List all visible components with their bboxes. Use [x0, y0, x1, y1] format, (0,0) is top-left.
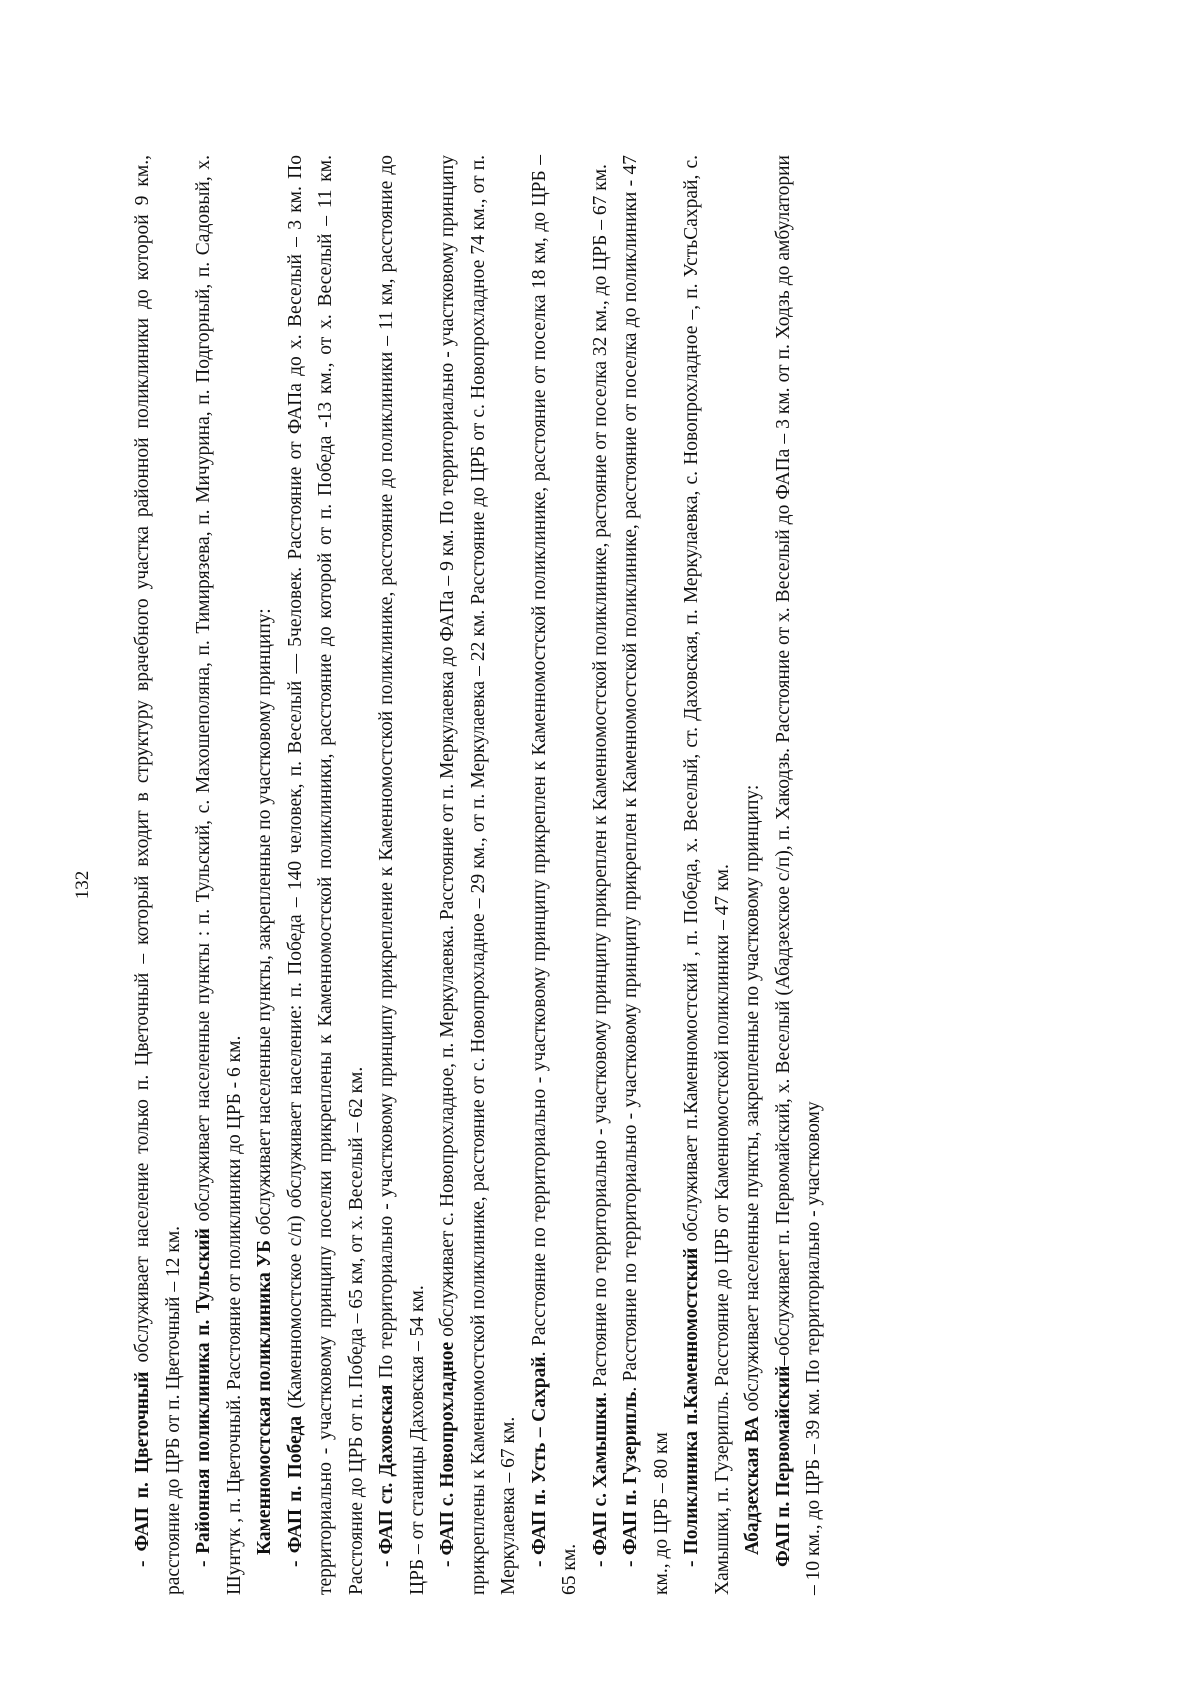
heading-title: Каменномостская поликлиника УБ — [254, 1240, 275, 1555]
paragraph-lead: - ФАП с. Хамышки — [589, 1396, 611, 1567]
rotated-document-page — [10, 105, 1040, 1665]
paragraph-text: . Растояние по территориально - участковому принципу прикреплен к Каменномостской поликлинике, растояние от поселка 32 км., до ЦРБ – 67 км. — [589, 164, 611, 1397]
paragraph-fap-guzeripl — [616, 155, 677, 1595]
page-number: 132 — [72, 870, 93, 900]
paragraph-text: По территориально - участковому принципу прикрепление к Каменномостской поликлинике, расстояние до поликлиники – 11 км, расстояние до ЦРБ – от станицы Даховская – 54 км. — [376, 155, 428, 1595]
paragraph-fap-tsvetochny — [128, 155, 189, 1595]
heading-text: обслуживает населенные пункты, закрепленные по участковому принципу: — [254, 608, 275, 1240]
paragraph-poliklinika-kamennomostsky — [677, 155, 738, 1595]
paragraph-fap-pervomaysky — [769, 155, 830, 1595]
paragraph-lead: - Поликлиника п.Каменномостский — [681, 1247, 702, 1567]
paragraph-fap-novoprokhladnoe — [433, 155, 525, 1595]
paragraph-text: –обслуживает п. Первомайский, х. Веселый (Абадзехское с/п), п. Хакодзь. Расстояние от х. Веселый до ФАПа – 3 км. от п. Ходзь до амбулатории – 10 км., до ЦРБ – 39 км. По территориально - участковому — [772, 155, 824, 1595]
paragraph-lead: - ФАП ст. Даховская — [376, 1384, 397, 1567]
paragraph-text: . Расстояние по территориально - участковому принципу прикреплен к Каменномостской поликлинике, расстояние от поселка до поликлиники - 47 км., до ЦРБ – 80 км — [620, 155, 672, 1595]
paragraph-rayonnaya-poliklinika — [189, 155, 250, 1595]
paragraph-text: обслуживает п.Каменномостский , п. Победа, х. Веселый, ст. Даховская, п. Меркулаевка, с. Новопрохладное –, п. УстьСахрай, с. Хамышки, п. Гузерипль. Расстояние до ЦРБ от Каменномостской поликлиники – 47 км. — [681, 155, 733, 1595]
paragraph-lead: - Районная поликлиника п. Тульский — [193, 1228, 214, 1567]
paragraph-fap-dakhovskaya — [372, 155, 433, 1595]
document-body — [128, 155, 830, 1595]
section-heading-abadzekhskaya — [738, 155, 769, 1595]
paragraph-lead: - ФАП п. Победа — [284, 1415, 306, 1567]
paragraph-lead: - ФАП п. Гузерипль — [620, 1391, 641, 1567]
heading-title: Абадзехская ВА — [742, 1416, 763, 1555]
paragraph-text: обслуживает население только п. Цветочный – который входит в структуру врачебного участка районной поликлиники до которой 9 км., расстояние до ЦРБ от п. Цветочный – 12 км. — [132, 155, 184, 1595]
paragraph-fap-pobeda — [281, 155, 373, 1595]
paragraph-text: обслуживает с. Новопрохладное, п. Меркулаевка. Расстояние от п. Меркулаевка до ФАПа – 9 км. По территориально - участковому принципу прикреплены к Каменномостской поликлинике, расстояние от с. Новопрохладное – 29 км., от п. Меркулаевка – 22 км. Расстояние до ЦРБ от с. Новопрохладное 74 км., от п. Меркулаевка – 67 км. — [437, 154, 519, 1595]
paragraph-fap-khamyshki — [586, 155, 617, 1595]
heading-text: обслуживает населенные пункты, закрепленные по участковому принципу: — [742, 784, 763, 1417]
paragraph-text: . Расстояние по территориально - участковому принципу прикреплен к Каменномостской поликлинике, расстояние от поселка 18 км, до ЦРБ – 65 км. — [528, 155, 580, 1595]
paragraph-lead: - ФАП п. Усть – Сахрай — [528, 1356, 550, 1567]
paragraph-text: (Каменномостское с/п) обслуживает население: п. Победа – 140 человек, п. Веселый — 5человек. Расстояние от ФАПа до х. Веселый – 3 км. По территориально - участковому принципу поселки прикреплены к Каменномостской поликлиники, расстояние до которой от п. Победа -13 км., от х. Веселый – 11 км. Расстояние до ЦРБ от п. Победа – 65 км, от х. Веселый – 62 км. — [284, 154, 367, 1595]
paragraph-text: обслуживает населенные пункты : п. Тульский, с. Махошеполяна, п. Тимирязева, п. Мичурина, п. Подгорный, п. Садовый, х. Шунтук , п. Цветочный. Расстояние от поликлиники до ЦРБ - 6 км. — [193, 155, 245, 1595]
paragraph-fap-ust-sakhray — [525, 155, 586, 1595]
section-heading-kamennomostskaya — [250, 155, 281, 1595]
paragraph-lead: - ФАП с. Новопрохладное — [437, 1341, 458, 1567]
paragraph-lead: ФАП п. Первомайский — [772, 1365, 794, 1567]
paragraph-lead: - ФАП п. Цветочный — [132, 1371, 153, 1567]
